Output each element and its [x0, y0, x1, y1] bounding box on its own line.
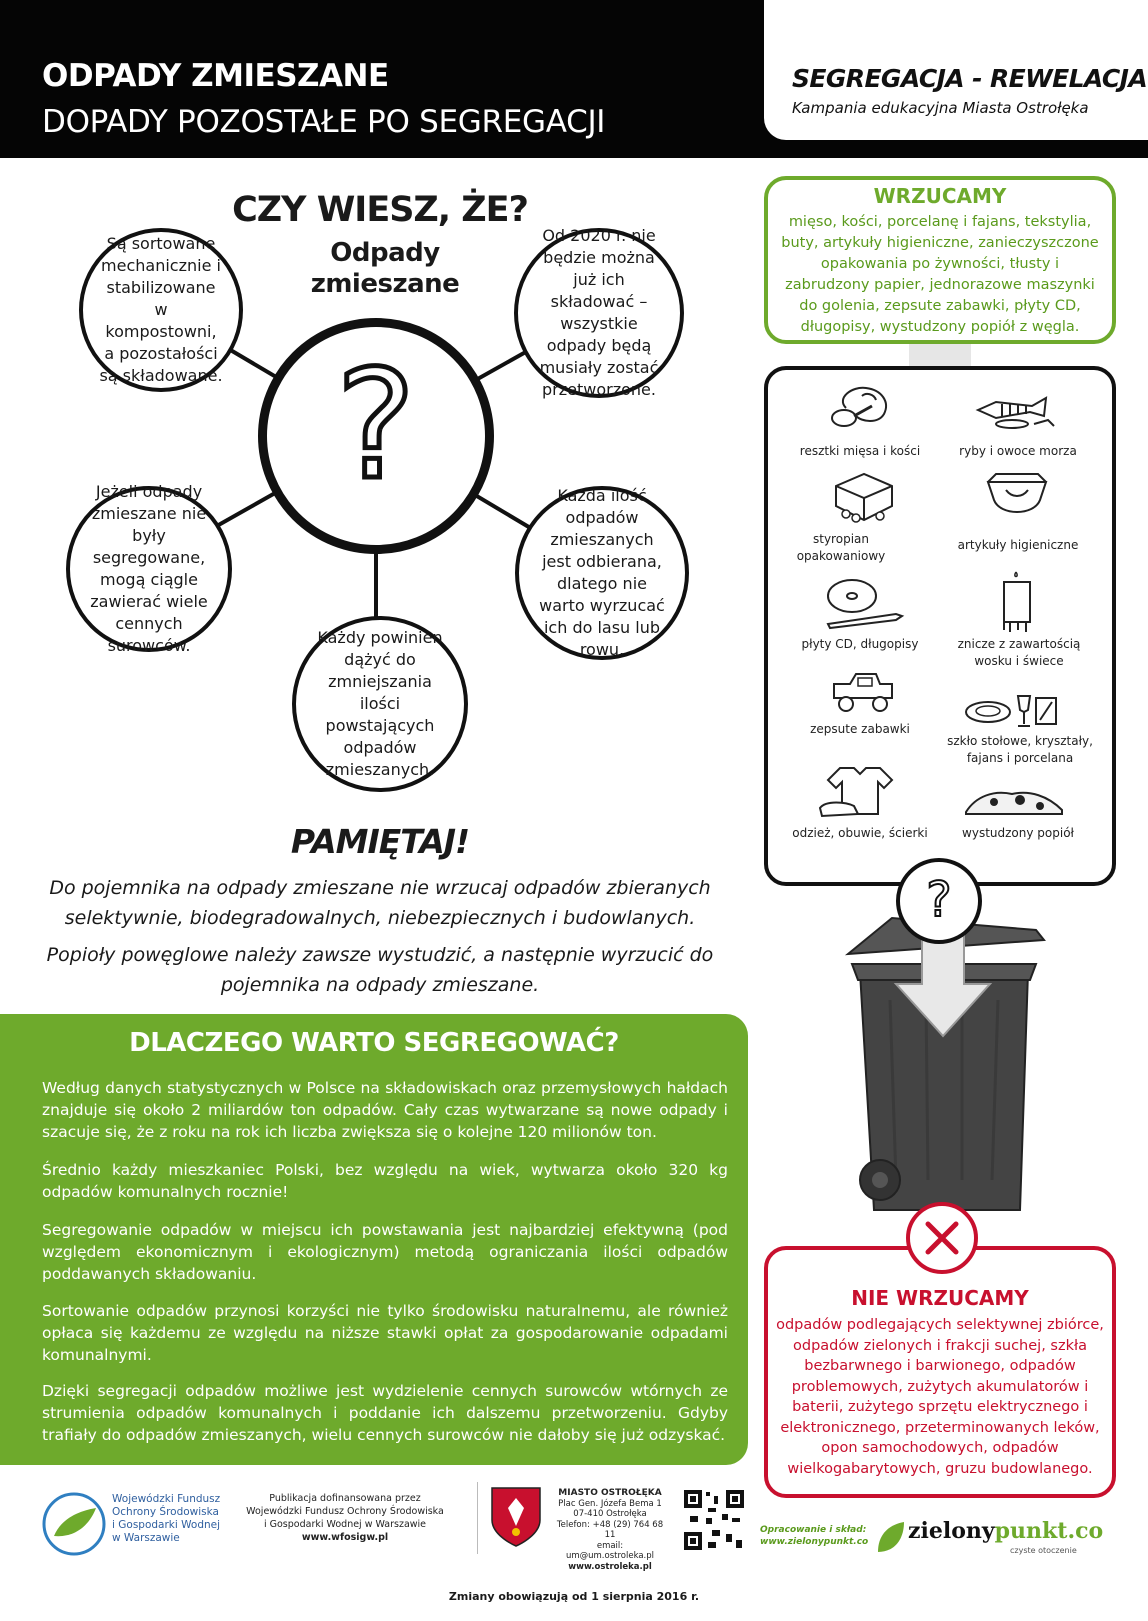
candle-icon: [996, 570, 1038, 634]
city-email[interactable]: email: um@um.ostroleka.pl: [565, 1540, 655, 1561]
city-name: MIASTO OSTROŁĘKA: [558, 1488, 662, 1498]
item-label: odzież, obuwie, ścierki: [792, 826, 928, 840]
why-paragraph-3: Segregowanie odpadów w miejscu ich powstawania jest najbardziej efektywną (pod względem ekonomicznym i ekologicznym) metodą ograniczania ilości odpadów poddawanych składowaniu.: [42, 1221, 728, 1283]
styrofoam-icon: [826, 470, 902, 526]
logo-tagline: czyste otoczenie: [1010, 1546, 1077, 1555]
fish-icon: [972, 392, 1060, 432]
down-arrow-icon: [892, 934, 994, 1040]
diaper-icon: [982, 470, 1052, 526]
logo-part-1: zielony: [908, 1518, 995, 1544]
why-paragraph-1: Według danych statystycznych w Polsce na składowiskach oraz przemysłowych hałdach znajduje się około 2 miliardów ton odpadów. Cały czas wytwarzane są nowe odpady i szacuje się, że z roku na rok ich liczba zwiększa się o kolejne 120 milionów ton.: [42, 1079, 728, 1141]
city-phone: Telefon: +48 (29) 764 68 11: [556, 1519, 664, 1540]
remember-title: PAMIĘTAJ!: [290, 822, 470, 861]
question-mark-icon: ?: [336, 339, 416, 513]
city-www[interactable]: www.ostroleka.pl: [568, 1561, 652, 1572]
why-paragraph-2: Średnio każdy mieszkaniec Polski, bez względu na wiek, wytwarza około 320 kg odpadów komunalnych rocznie!: [42, 1161, 728, 1201]
tableware-icon: [964, 692, 1060, 730]
credits-label: Opracowanie i skład:: [760, 1525, 867, 1535]
wfos-logo: [40, 1490, 108, 1558]
cd-pen-icon: [822, 576, 906, 630]
logo-part-2: punkt.co: [994, 1518, 1104, 1544]
allowed-text: mięso, kości, porcelanę i fajans, tekstylia, buty, artykuły higieniczne, zanieczyszczone opakowania po żywności, tłusty i zabrudzony papier, jednorazowe maszynki do golenia, zepsute zabawki, płyty CD, długopisy, wystudzony popiół z węgla.: [781, 214, 1099, 335]
connector: [909, 344, 971, 368]
city-postcode: 07-410 Ostrołęka: [573, 1509, 647, 1519]
remember-text-1: Do pojemnika na odpady zmieszane nie wrzucaj odpadów zbieranych selektywnie, biodegradowalnych, niebezpiecznych i budowlanych.: [49, 877, 711, 929]
question-circle-icon: ?: [896, 858, 982, 944]
fact-bubble-1: Są sortowane mechanicznie i stabilizowane w kompostowni, a pozostałości są składowane.: [79, 228, 243, 392]
campaign-title: SEGREGACJA - REWELACJA: [792, 64, 1148, 93]
leaf-icon: [874, 1520, 908, 1556]
meat-bone-icon: [826, 378, 906, 436]
publication-line: Publikacja dofinansowana przez: [269, 1493, 421, 1504]
why-paragraph-5: Dzięki segregacji odpadów możliwe jest wydzielenie cennych surowców wtórnych ze strumienia odpadów komunalnych i poddanie ich dalszemu przetworzeniu. Gdyby trafiały do odpadów zmieszanych, wielu cennych surowców nie dałoby się już odzyskać.: [42, 1382, 728, 1444]
item-label: płyty CD, długopisy: [801, 637, 919, 651]
publication-info: [238, 1492, 452, 1544]
publication-url[interactable]: www.wfosigw.pl: [301, 1532, 389, 1543]
fact-bubble-2: Od 2020 r. nie będzie można już ich składować – wszystkie odpady będą musiały zostać przetworzone.: [514, 228, 684, 398]
clothes-icon: [818, 764, 904, 822]
item-label: artykuły higieniczne: [957, 538, 1079, 552]
publication-line: Wojewódzki Fundusz Ochrony Środowiska: [246, 1506, 444, 1517]
footer-divider: [477, 1482, 478, 1554]
publication-line: i Gospodarki Wodnej w Warszawie: [263, 1519, 427, 1530]
item-label: ryby i owoce morza: [959, 444, 1077, 458]
page-title: ODPADY ZMIESZANE: [42, 58, 389, 94]
ash-icon: [964, 782, 1064, 818]
campaign-box: [764, 0, 1148, 140]
item-label: szkło stołowe, kryształy, fajans i porcelana: [947, 734, 1093, 765]
x-circle-icon: [906, 1202, 978, 1274]
quiz-subtitle: Odpady zmieszane: [310, 238, 460, 299]
item-label: styropian opakowaniowy: [796, 532, 886, 563]
city-coat-of-arms: [490, 1486, 542, 1548]
item-label: zepsute zabawki: [810, 722, 910, 736]
allowed-title: WRZUCAMY: [873, 184, 1007, 208]
page-subtitle: DOPADY POZOSTAŁE PO SEGREGACJI: [42, 104, 606, 140]
wfos-name-line: Wojewódzki Fundusz: [112, 1493, 221, 1505]
fact-bubble-5: Każdy powinien dążyć do zmniejszania ilości powstających odpadów zmieszanych.: [292, 616, 468, 792]
toy-car-icon: [828, 668, 898, 716]
forbidden-text: odpadów podlegających selektywnej zbiórce, odpadów zielonych i frakcji suchej, szkła bezbarwnego i barwionego, odpadów problemowych, zużytych akumulatorów i baterii, zużytego sprzętu elektrycznego i elektronicznego, przeterminowanych leków, opon samochodowych, odpadów wielkogabarytowych, gruzu budowlanego.: [776, 1317, 1104, 1477]
qr-code[interactable]: [682, 1488, 746, 1552]
item-label: znicze z zawartością wosku i świece: [957, 637, 1081, 668]
wfos-name-line: w Warszawie: [112, 1532, 180, 1544]
why-segregate-title: DLACZEGO WARTO SEGREGOWAĆ?: [129, 1028, 619, 1058]
city-info: [552, 1488, 668, 1572]
item-label: resztki mięsa i kości: [799, 444, 921, 458]
wfos-name: [112, 1493, 220, 1545]
item-label: wystudzony popiół: [962, 826, 1074, 840]
zielonypunkt-logo: [908, 1518, 1103, 1544]
forbidden-title: NIE WRZUCAMY: [851, 1286, 1029, 1310]
wfos-name-line: Ochrony Środowiska: [112, 1506, 219, 1518]
credits: [760, 1524, 868, 1548]
campaign-subtitle: Kampania edukacyjna Miasta Ostrołęka: [792, 99, 1089, 117]
footer-note: Zmiany obowiązują od 1 sierpnia 2016 r.: [448, 1590, 700, 1603]
fact-bubble-4: Każda ilość odpadów zmieszanych jest odbierana, dlatego nie warto wyrzucać ich do lasu lub rowu.: [515, 486, 689, 660]
close-icon: [910, 1206, 974, 1270]
credits-url[interactable]: www.zielonypunkt.co: [760, 1537, 869, 1547]
quiz-title: CZY WIESZ, ŻE?: [232, 190, 528, 230]
city-address: Plac Gen. Józefa Bema 1: [558, 1498, 662, 1509]
why-paragraph-4: Sortowanie odpadów przynosi korzyści nie tylko środowisku naturalnemu, ale również opłaca się każdemu ze względu na niższe stawki opłat za gospodarowanie odpadami komunalnymi.: [42, 1302, 728, 1364]
fact-bubble-3: Jeżeli odpady zmieszane nie były segregowane, mogą ciągle zawierać wiele cennych surowców.: [66, 486, 232, 652]
wfos-name-line: i Gospodarki Wodnej: [112, 1519, 221, 1531]
remember-text-2: Popioły powęglowe należy zawsze wystudzić, a następnie wyrzucić do pojemnika na odpady zmieszane.: [46, 944, 714, 996]
